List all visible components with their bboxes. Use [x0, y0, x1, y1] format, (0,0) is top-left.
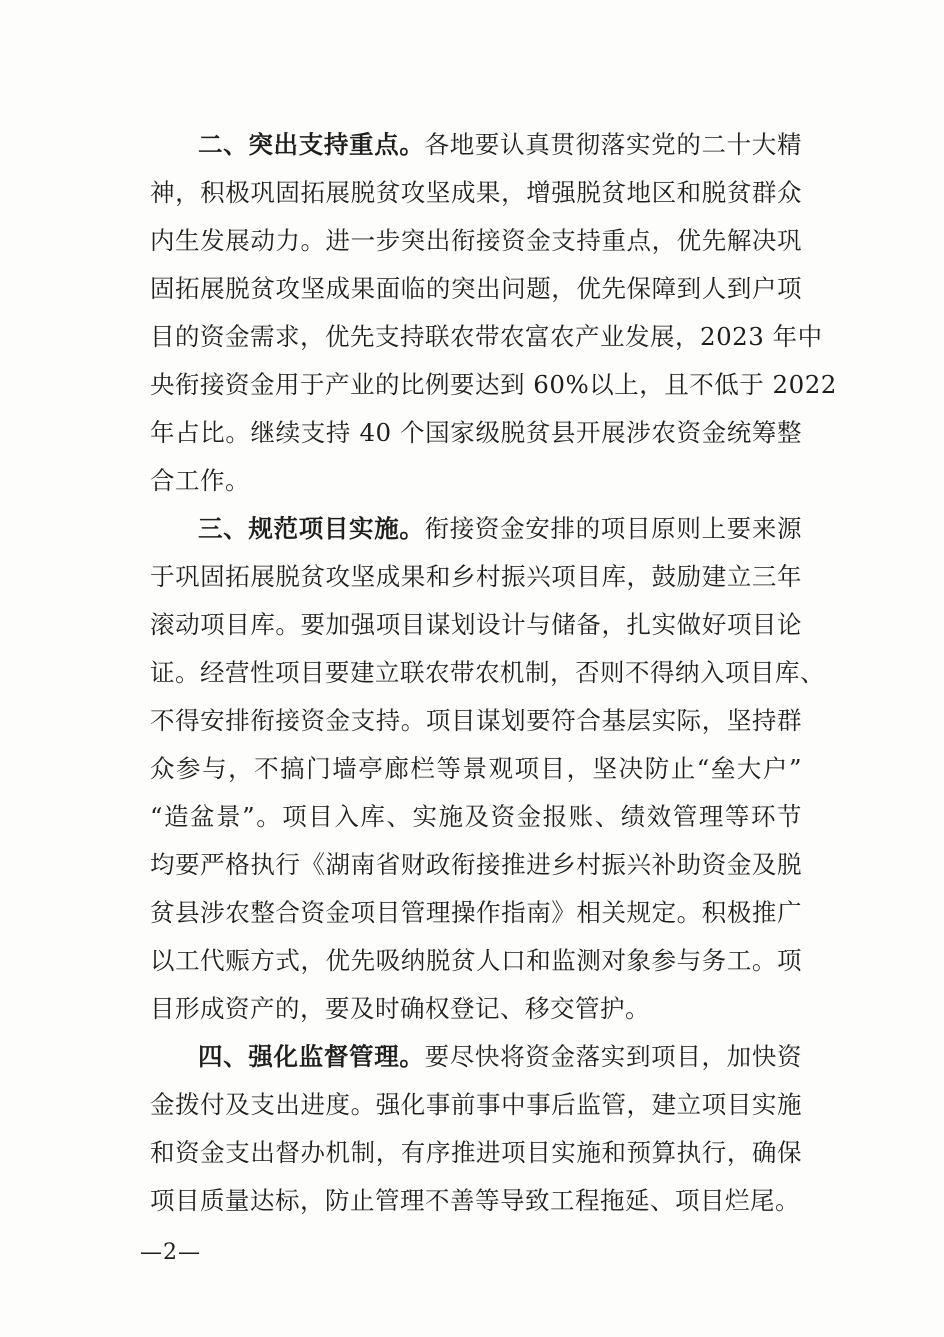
- paragraph-line: 贫县涉农整合资金项目管理操作指南》相关规定。积极推广: [150, 898, 802, 927]
- paragraph-line: 固拓展脱贫攻坚成果面临的突出问题，优先保障到人到户项: [150, 274, 802, 303]
- paragraph-line: 神，积极巩固拓展脱贫攻坚成果，增强脱贫地区和脱贫群众: [150, 178, 802, 207]
- paragraph-line: 均要严格执行《湖南省财政衔接推进乡村振兴补助资金及脱: [150, 850, 802, 879]
- paragraph-line: 目形成资产的，要及时确权登记、移交管护。: [150, 994, 650, 1023]
- paragraph-line: 和资金支出督办机制，有序推进项目实施和预算执行，确保: [150, 1138, 802, 1167]
- paragraph-line: 内生发展动力。进一步突出衔接资金支持重点，优先解决巩: [150, 226, 802, 255]
- paragraph-line: [198, 504, 802, 554]
- paragraph-text: 各地要认真贯彻落实党的二十大精: [424, 130, 803, 159]
- section-heading: 三、规范项目实施。: [198, 514, 425, 543]
- section-heading: 二、突出支持重点。: [198, 130, 425, 159]
- paragraph-text: 衔接资金安排的项目原则上要来源: [424, 514, 803, 543]
- paragraph-line: 合工作。: [150, 466, 250, 495]
- paragraph-line: “造盆景”。项目入库、实施及资金报账、绩效管理等环节: [150, 802, 802, 831]
- paragraph-line: 年占比。继续支持 40 个国家级脱贫县开展涉农资金统筹整: [150, 418, 802, 447]
- paragraph-text: 要尽快将资金落实到项目，加快资: [424, 1042, 803, 1071]
- paragraph-line: [198, 120, 802, 170]
- paragraph-line: 央衔接资金用于产业的比例要达到 60%以上，且不低于 2022: [150, 370, 837, 399]
- paragraph-line: 不得安排衔接资金支持。项目谋划要符合基层实际，坚持群: [150, 706, 802, 735]
- paragraph-line: 滚动项目库。要加强项目谋划设计与储备，扎实做好项目论: [150, 610, 802, 639]
- paragraph-line: 证。经营性项目要建立联农带农机制，否则不得纳入项目库、: [150, 658, 825, 687]
- paragraph-line: 以工代赈方式，优先吸纳脱贫人口和监测对象参与务工。项: [150, 946, 802, 975]
- paragraph-line: [198, 1032, 802, 1082]
- paragraph-line: 众参与，不搞门墙亭廊栏等景观项目，坚决防止“垒大户”: [150, 754, 802, 783]
- paragraph-line: 金拨付及支出进度。强化事前事中事后监管，建立项目实施: [150, 1090, 802, 1119]
- paragraph-line: 于巩固拓展脱贫攻坚成果和乡村振兴项目库，鼓励建立三年: [150, 562, 802, 591]
- page-number: —2—: [140, 1240, 201, 1265]
- paragraph-line: 目的资金需求，优先支持联农带农富农产业发展，2023 年中: [150, 322, 823, 351]
- paragraph-line: 项目质量达标，防止管理不善等导致工程拖延、项目烂尾。: [150, 1186, 800, 1215]
- section-heading: 四、强化监督管理。: [198, 1042, 425, 1071]
